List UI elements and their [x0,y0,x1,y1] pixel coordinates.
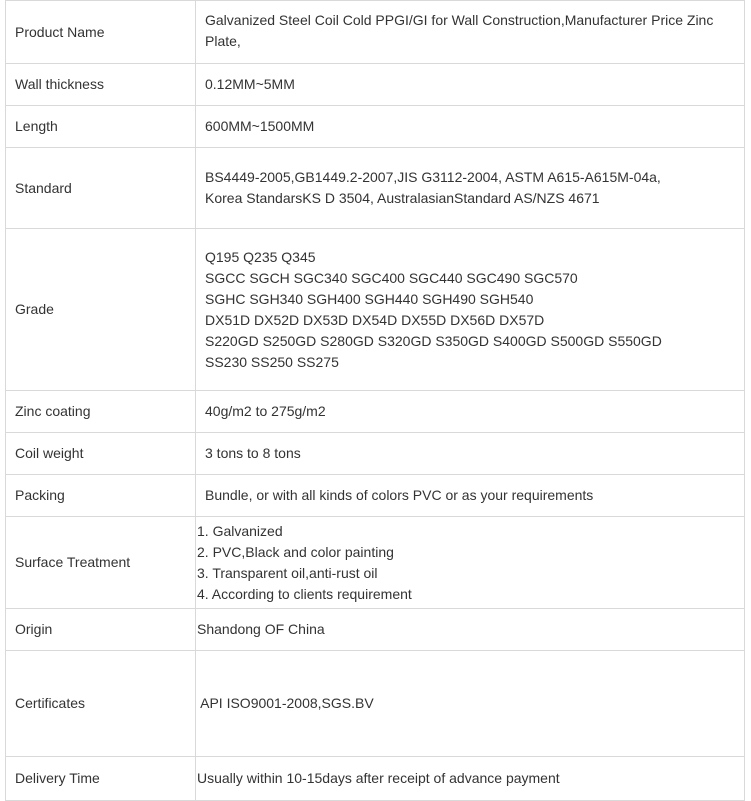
product-spec-table [5,0,745,801]
row-value-origin [196,609,745,651]
table-row [6,1,745,64]
row-label-wall-thickness: Wall thickness [6,64,196,106]
row-label-coil-weight: Coil weight [6,433,196,475]
table-row [6,757,745,801]
row-value-surface-treatment [196,517,745,609]
value-line: Korea StandarsKS D 3504, AustralasianStandard AS/NZS 4671 [205,190,600,206]
row-label-packing: Packing [6,475,196,517]
value-line: 600MM~1500MM [205,118,315,134]
table-row [6,433,745,475]
row-label-delivery-time: Delivery Time [6,757,196,801]
row-value-coil-weight [196,433,745,475]
row-label-certificates: Certificates [6,651,196,757]
value-line: Bundle, or with all kinds of colors PVC or as your requirements [205,487,594,503]
value-line: SS230 SS250 SS275 [205,353,339,370]
row-label-product-name: Product Name [6,1,196,64]
row-value-product-name [196,1,745,64]
value-line: Galvanized Steel Coil Cold PPGI/GI for Wall Construction,Manufacturer Price Zinc Plate, [205,12,714,49]
table-row [6,475,745,517]
value-line: 3. Transparent oil,anti-rust oil [197,564,378,581]
value-line: S220GD S250GD S280GD S320GD S350GD S400GD S500GD S550GD [205,332,662,349]
value-line: Shandong OF China [197,621,325,637]
row-value-delivery-time [196,757,745,801]
table-row [6,106,745,148]
table-row [6,517,745,609]
value-line: 1. Galvanized [197,522,283,539]
row-label-origin: Origin [6,609,196,651]
row-value-grade [196,229,745,391]
value-line: 40g/m2 to 275g/m2 [205,403,326,419]
value-line: Usually within 10-15days after receipt of advance payment [197,770,560,786]
row-label-zinc-coating: Zinc coating [6,391,196,433]
table-row [6,651,745,757]
value-line: SGCC SGCH SGC340 SGC400 SGC440 SGC490 SGC570 [205,269,578,286]
row-label-length: Length [6,106,196,148]
table-row [6,391,745,433]
row-label-standard: Standard [6,148,196,229]
value-line: 2. PVC,Black and color painting [197,543,394,560]
row-label-surface-treatment: Surface Treatment [6,517,196,609]
row-value-standard [196,148,745,229]
row-label-grade: Grade [6,229,196,391]
table-row [6,148,745,229]
value-line: SGHC SGH340 SGH400 SGH440 SGH490 SGH540 [205,290,534,307]
table-row [6,609,745,651]
value-line: Q195 Q235 Q345 [205,248,316,265]
row-value-zinc-coating [196,391,745,433]
table-row [6,229,745,391]
row-value-wall-thickness [196,64,745,106]
value-line: DX51D DX52D DX53D DX54D DX55D DX56D DX57D [205,311,545,328]
value-line: BS4449-2005,GB1449.2-2007,JIS G3112-2004, ASTM A615-A615M-04a, [205,169,661,185]
row-value-length [196,106,745,148]
value-line: 3 tons to 8 tons [205,445,301,461]
value-line: 0.12MM~5MM [205,76,295,92]
value-line: API ISO9001-2008,SGS.BV [197,695,374,711]
table-row [6,64,745,106]
value-line: 4. According to clients requirement [197,585,412,602]
row-value-certificates [196,651,745,757]
row-value-packing [196,475,745,517]
